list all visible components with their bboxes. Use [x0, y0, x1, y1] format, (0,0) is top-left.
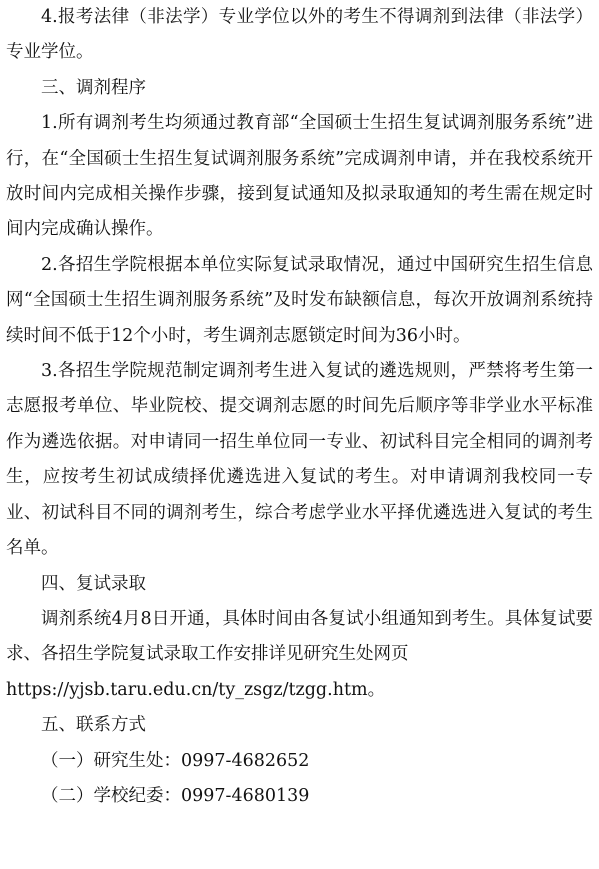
admission-url: https://yjsb.taru.edu.cn/ty_zsgz/tzgg.htm。 — [6, 679, 386, 700]
document-body — [6, 0, 593, 814]
section-heading-procedure: 三、调剂程序 — [41, 77, 146, 98]
paragraph-admission-1: 调剂系统4月8日开通，具体时间由各复试小组通知到考生。具体复试要求、各招生学院复试录取工作安排详见研究生处网页 — [6, 608, 593, 665]
paragraph-item-4: 4.报考法律（非法学）专业学位以外的考生不得调剂到法律（非法学）专业学位。 — [6, 7, 593, 63]
paragraph-procedure-2: 2.各招生学院根据本单位实际复试录取情况，通过中国研究生招生信息网“全国硕士生招生调剂服务系统”及时发布缺额信息，每次开放调剂系统持续时间不低于12个小时，考生调剂志愿锁定时间为36小时。 — [6, 254, 593, 346]
section-heading-admission: 四、复试录取 — [41, 573, 146, 594]
section-heading-contact: 五、联系方式 — [41, 715, 146, 736]
contact-graduate-office: （一）研究生处：0997-4682652 — [41, 750, 310, 771]
paragraph-procedure-1: 1.所有调剂考生均须通过教育部“全国硕士生招生复试调剂服务系统”进行，在“全国硕士生招生复试调剂服务系统”完成调剂申请，并在我校系统开放时间内完成相关操作步骤，接到复试通知及拟录取通知的考生需在规定时间内完成确认操作。 — [6, 113, 593, 240]
paragraph-procedure-3: 3.各招生学院规范制定调剂考生进入复试的遴选规则，严禁将考生第一志愿报考单位、毕业院校、提交调剂志愿的时间先后顺序等非学业水平标准作为遴选依据。对申请同一招生单位同一专业、初试科目完全相同的调剂考生，应按考生初试成绩择优遴选进入复试的考生。对申请调剂我校同一专业、初试科目不同的调剂考生，综合考虑学业水平择优遴选进入复试的考生名单。 — [6, 361, 593, 559]
contact-discipline-committee: （二）学校纪委：0997-4680139 — [41, 785, 310, 806]
